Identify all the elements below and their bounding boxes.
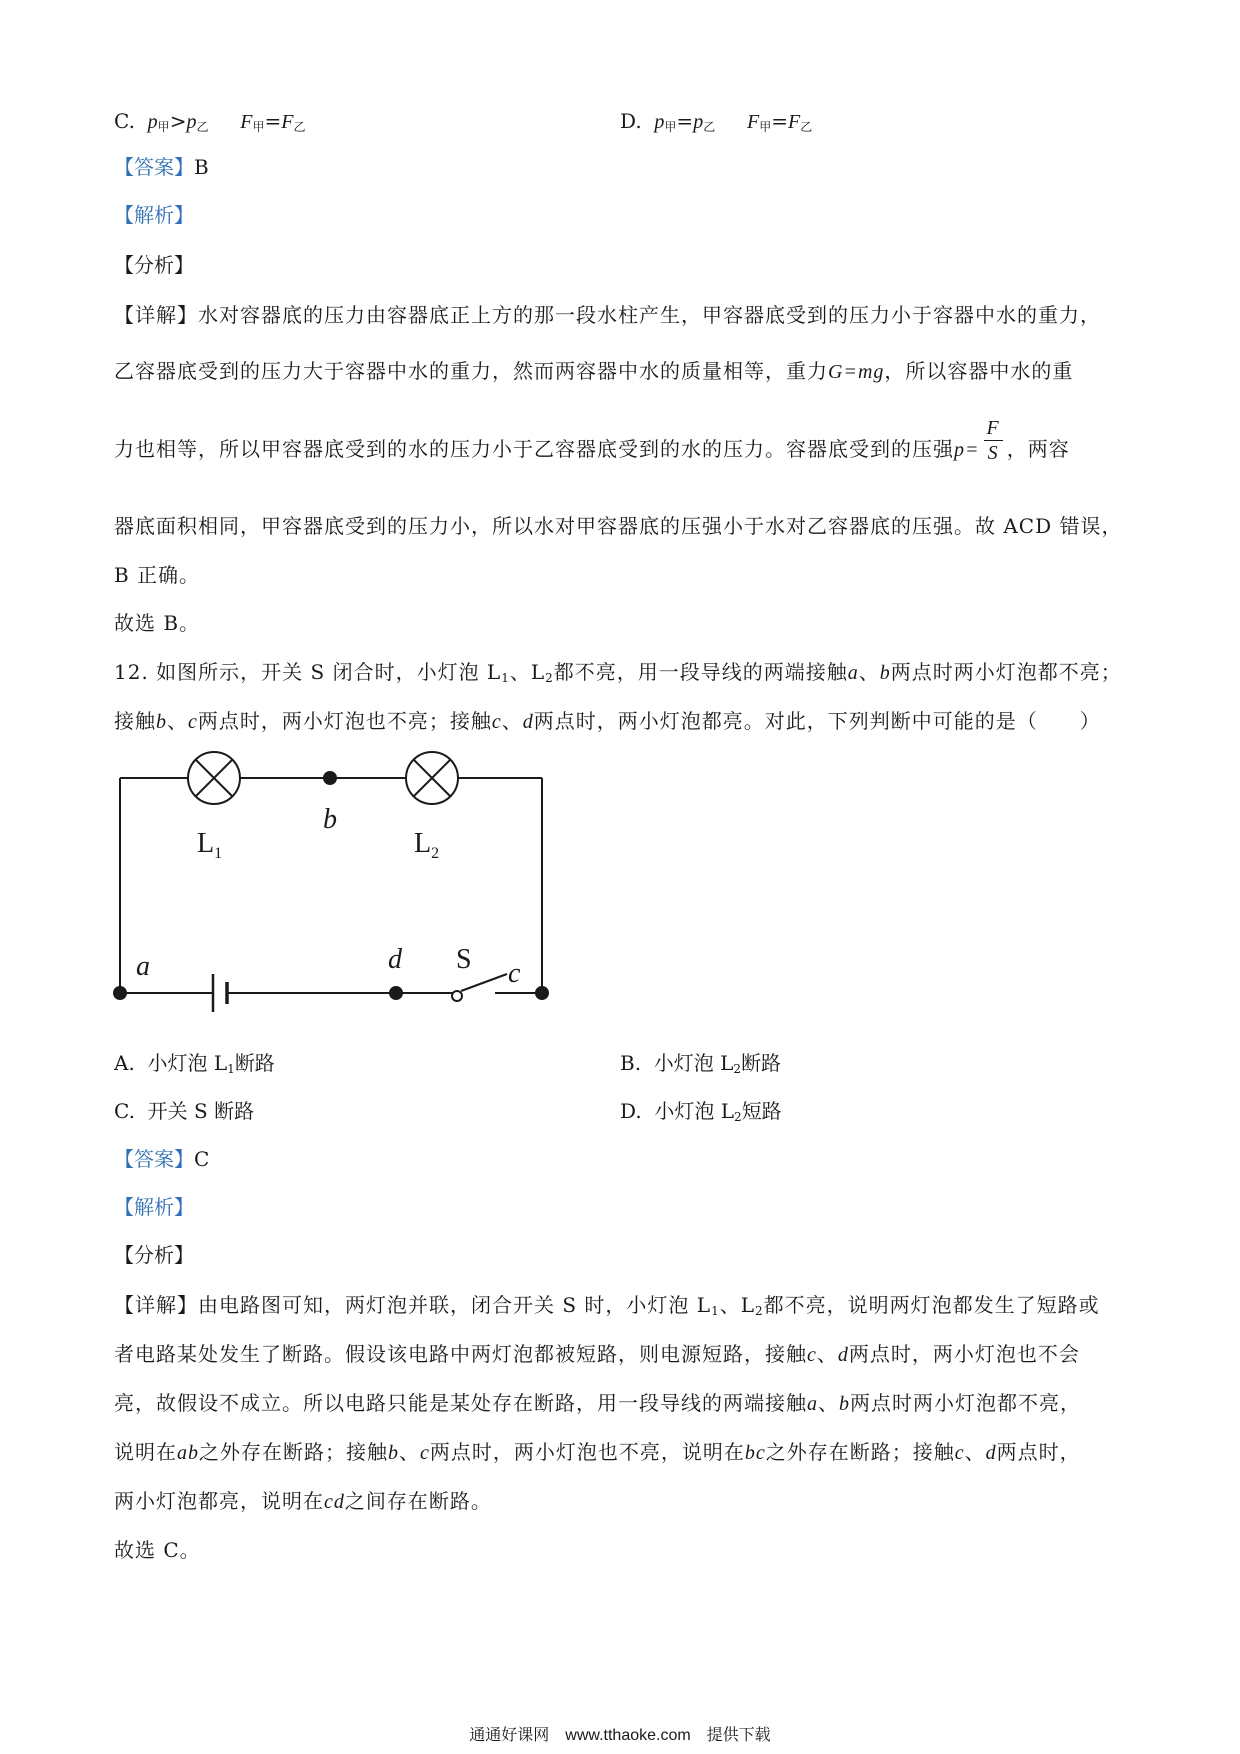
- q11-detail-line-3: 力也相等，所以甲容器底受到的水的压力小于乙容器底受到的水的压力。容器底受到的压强p= $\frac{F}{S}$ ，两容: [114, 417, 1070, 464]
- q11-option-c: C. $p_甲>p_乙$ $F_甲=F_乙$: [114, 109, 306, 134]
- label-b: b: [323, 804, 337, 835]
- node-d: [389, 986, 403, 1000]
- q12-option-d: D. 小灯泡 $L_2$短路: [620, 1099, 782, 1124]
- circuit-diagram: [100, 748, 570, 1028]
- q11-conclusion: 故选 B。: [114, 611, 201, 635]
- q12-stem-line-1: 12. 如图所示，开关 S 闭合时，小灯泡 $L_1$、$L_2$都不亮，用一段导线的两端接触a、b两点时两小灯泡都不亮；: [114, 660, 1122, 685]
- q12-detail-line-4: 说明在ab之外存在断路；接触b、c两点时，两小灯泡也不亮，说明在bc之外存在断路；接触c、d两点时，: [114, 1440, 1081, 1464]
- switch-blade: [461, 974, 507, 991]
- q12-conclusion: 故选 C。: [114, 1538, 201, 1562]
- q12-option-b: B. 小灯泡 $L_2$断路: [620, 1051, 782, 1076]
- q12-detail-line-3: 亮，故假设不成立。所以电路只能是某处存在断路，用一段导线的两端接触a、b两点时两小灯泡都不亮，: [114, 1391, 1081, 1415]
- q12-option-c: C. 开关 S 断路: [114, 1099, 255, 1123]
- node-a: [113, 986, 127, 1000]
- node-b: [323, 771, 337, 785]
- label-d: d: [388, 944, 402, 975]
- q11-detail-line-4: 器底面积相同，甲容器底受到的压力小，所以水对甲容器底的压强小于水对乙容器底的压强。故 ACD 错误，: [114, 514, 1123, 538]
- q12-stem-line-2: 接触b、c两点时，两小灯泡也不亮；接触c、d两点时，两小灯泡都亮。对此，下列判断中可能的是（ ）: [114, 709, 1101, 733]
- footer-watermark: 通通好课网 www.tthaoke.com 提供下载: [469, 1727, 771, 1744]
- switch-pivot: [452, 991, 462, 1001]
- label-l1: $L_1$: [197, 828, 223, 862]
- label-l2: $L_2$: [414, 828, 440, 862]
- q11-answer: 【答案】B: [114, 155, 209, 179]
- q11-detail-line-5: B 正确。: [114, 563, 201, 587]
- label-s: S: [456, 944, 472, 975]
- q12-detail-line-5: 两小灯泡都亮，说明在cd之间存在断路。: [114, 1489, 492, 1513]
- q11-fenxi-heading: 【分析】: [114, 253, 194, 277]
- q12-detail-line-1: 【详解】由电路图可知，两灯泡并联，闭合开关 S 时，小灯泡 $L_1$、$L_2$都不亮，说明两灯泡都发生了短路或: [114, 1293, 1100, 1318]
- q12-jiexi-heading: 【解析】: [114, 1195, 194, 1219]
- label-a: a: [136, 951, 150, 982]
- label-c: c: [508, 958, 521, 989]
- q12-fenxi-heading: 【分析】: [114, 1243, 194, 1267]
- node-c: [535, 986, 549, 1000]
- q12-answer: 【答案】C: [114, 1147, 210, 1171]
- q11-option-d: D. $p_甲=p_乙$ $F_甲=F_乙$: [620, 109, 813, 134]
- q11-detail-line-2: 乙容器底受到的压力大于容器中水的重力，然而两容器中水的质量相等，重力G=mg，所以容器中水的重: [114, 359, 1074, 383]
- q11-jiexi-heading: 【解析】: [114, 203, 194, 227]
- q12-option-a: A. 小灯泡 $L_1$断路: [114, 1051, 275, 1076]
- q11-detail-line-1: 【详解】水对容器底的压力由容器底正上方的那一段水柱产生，甲容器底受到的压力小于容器中水的重力，: [114, 303, 1101, 327]
- q12-detail-line-2: 者电路某处发生了断路。假设该电路中两灯泡都被短路，则电源短路，接触c、d两点时，两小灯泡也不会: [114, 1342, 1080, 1366]
- pressure-fraction: $\frac{F}{S}$: [984, 416, 1003, 465]
